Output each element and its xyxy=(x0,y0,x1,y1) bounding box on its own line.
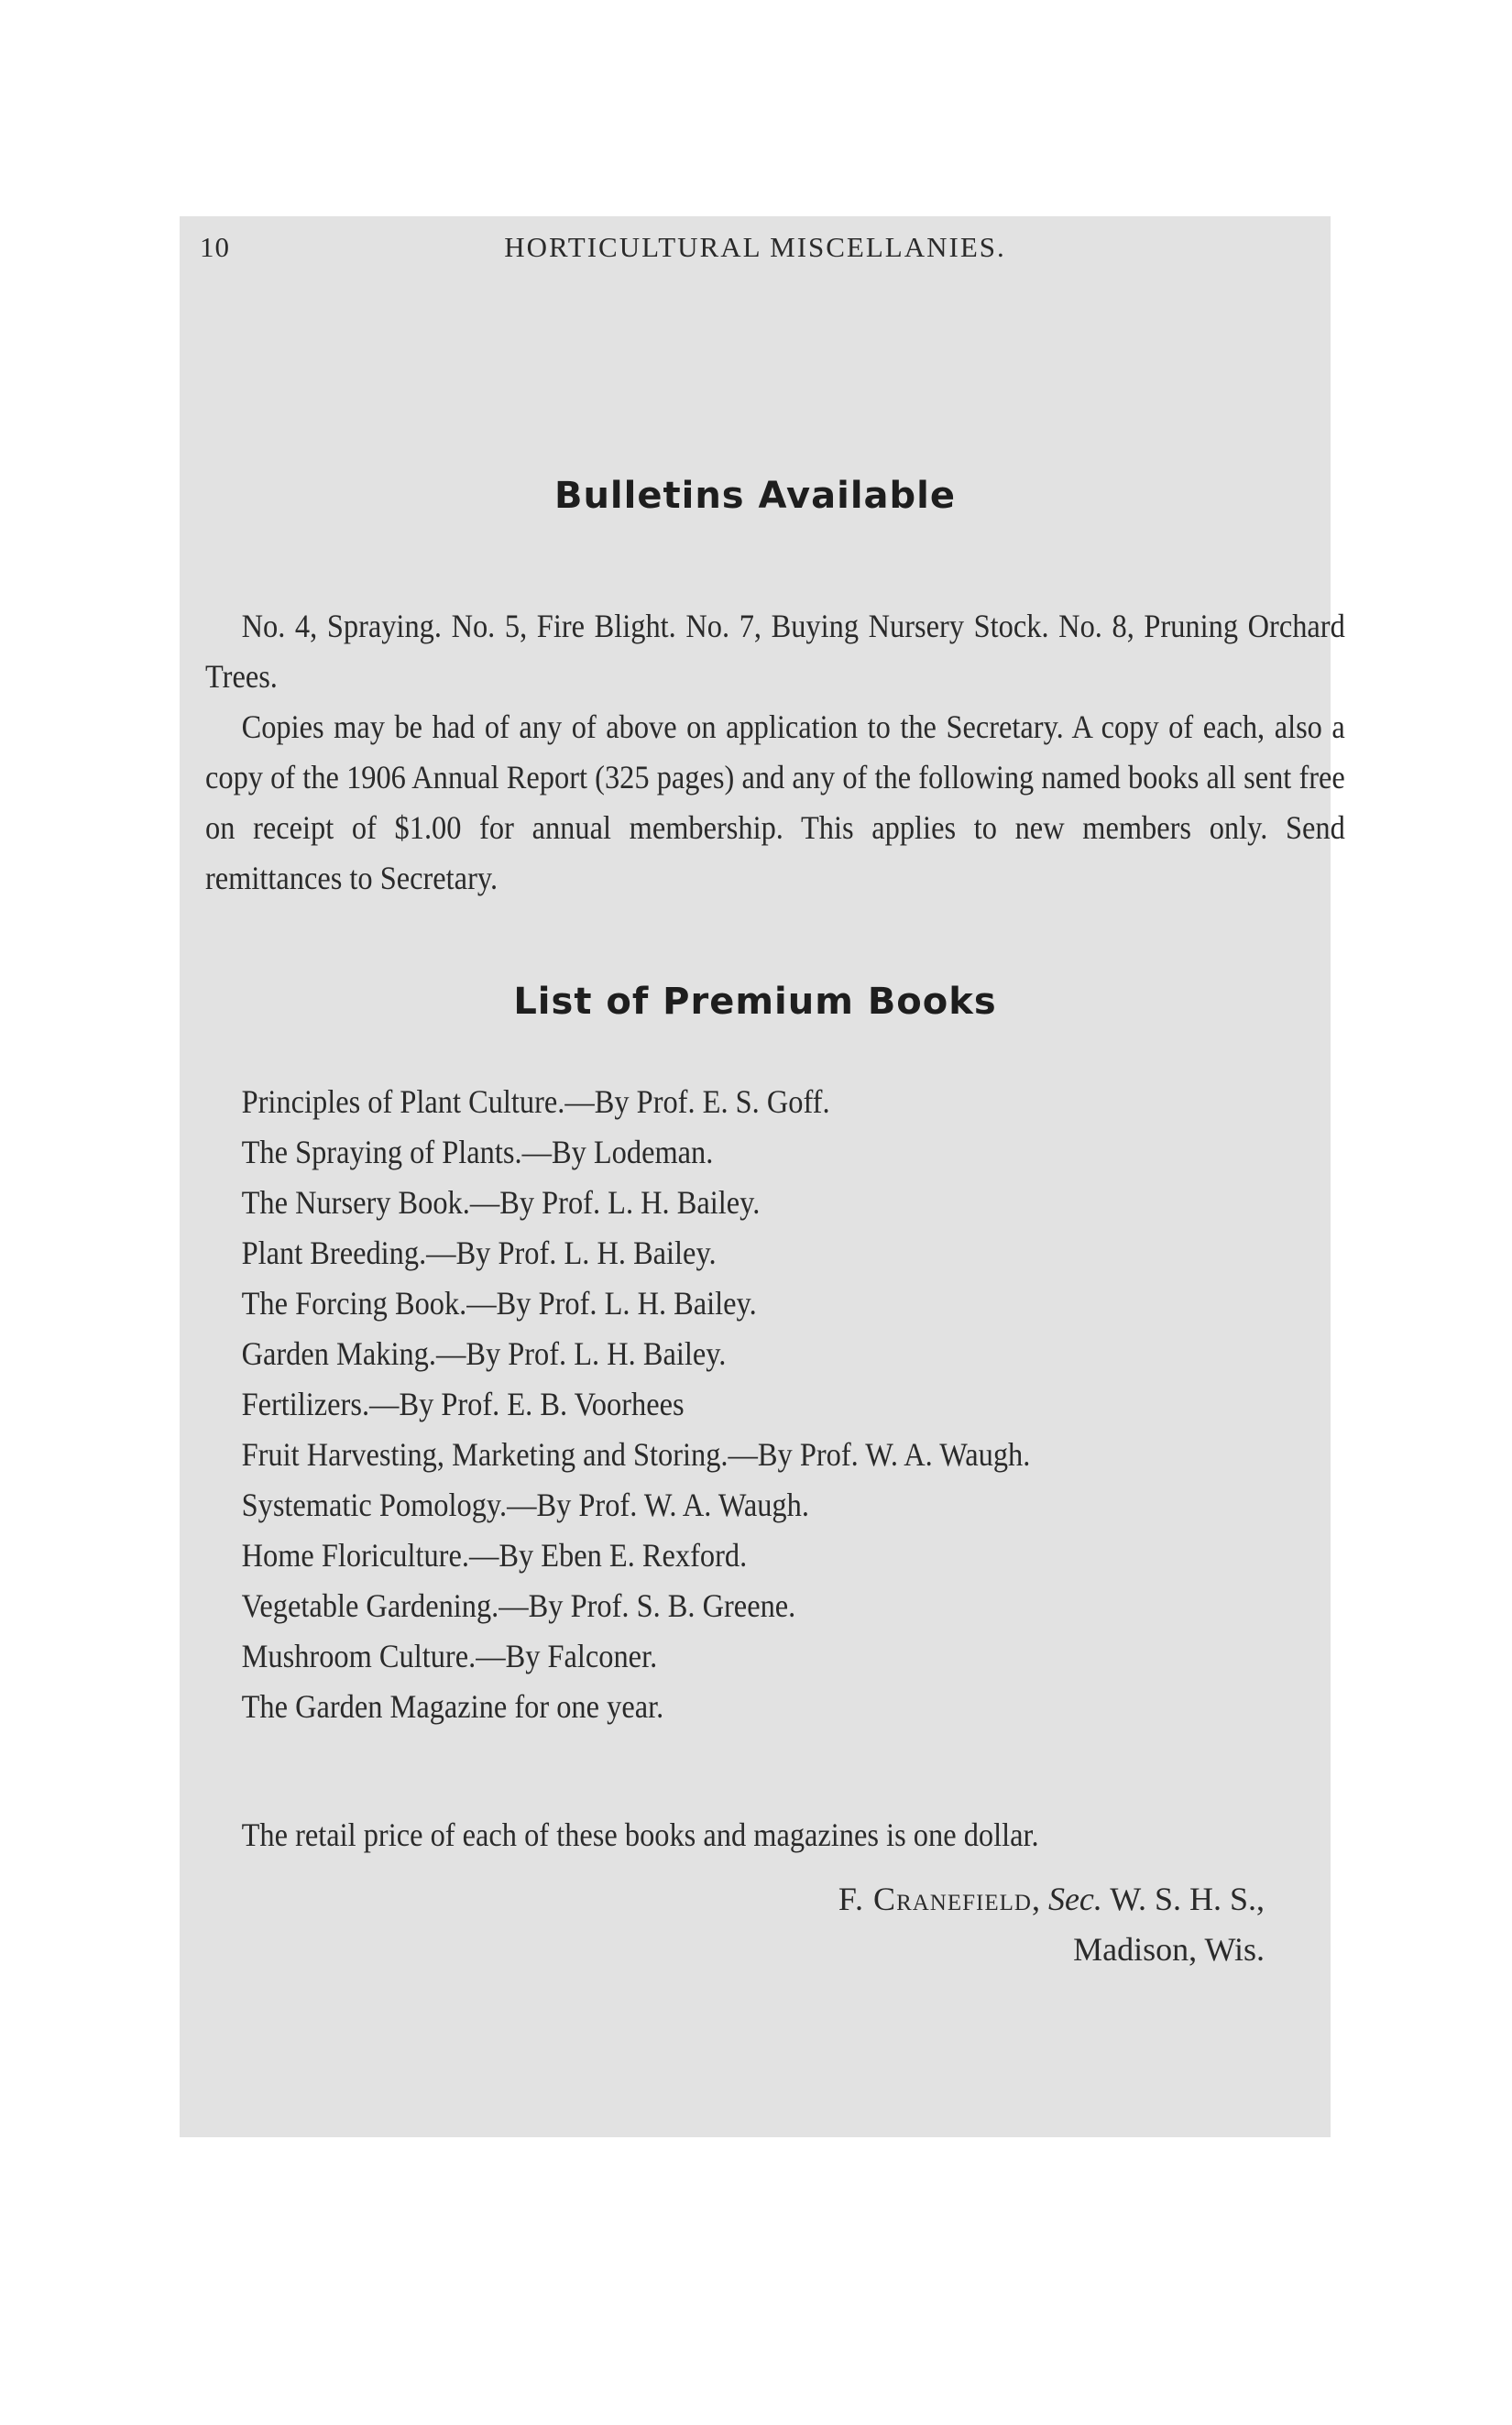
retail-price-note: The retail price of each of these books and magazines is one dollar. xyxy=(241,1816,1039,1853)
signatory-title: Sec. xyxy=(1047,1881,1102,1917)
book-item: The Spraying of Plants.—By Lodeman. xyxy=(241,1134,714,1170)
book-item: Home Floriculture.—By Eben E. Rexford. xyxy=(241,1537,748,1574)
book-item: Mushroom Culture.—By Falconer. xyxy=(241,1638,658,1674)
book-item: The Garden Magazine for one year. xyxy=(241,1688,664,1725)
book-page xyxy=(180,216,1345,2137)
book-item: Garden Making.—By Prof. L. H. Bailey. xyxy=(241,1335,727,1372)
bulletins-heading: Bulletins Available xyxy=(553,475,957,517)
book-item: Vegetable Gardening.—By Prof. S. B. Greene. xyxy=(241,1587,796,1624)
premium-book-list xyxy=(205,1077,1345,1732)
book-item: The Nursery Book.—By Prof. L. H. Bailey. xyxy=(241,1184,761,1221)
premium-books-heading: List of Premium Books xyxy=(513,981,997,1023)
book-item: Fertilizers.—By Prof. E. B. Voorhees xyxy=(241,1386,685,1422)
book-item: Fruit Harvesting, Marketing and Storing.—By Prof. W. A. Waugh. xyxy=(241,1436,1031,1473)
running-title: HORTICULTURAL MISCELLANIES. xyxy=(504,231,1006,263)
signatory-address: Madison, Wis. xyxy=(1073,1931,1265,1968)
signatory-name: F. Cranefield xyxy=(838,1881,1032,1917)
signature-line: F. Cranefield, Sec. W. S. H. S., xyxy=(838,1881,1265,1917)
page-number: 10 xyxy=(200,231,230,263)
book-item: Plant Breeding.—By Prof. L. H. Bailey. xyxy=(241,1234,717,1271)
signatory-organization: W. S. H. S., xyxy=(1110,1881,1265,1917)
book-item: The Forcing Book.—By Prof. L. H. Bailey. xyxy=(241,1285,757,1322)
book-item: Principles of Plant Culture.—By Prof. E. S. Goff. xyxy=(241,1083,830,1120)
bulletins-paragraph: No. 4, Spraying. No. 5, Fire Blight. No. 7, Buying Nursery Stock. No. 8, Pruning Orchard Trees. xyxy=(205,608,1345,695)
running-head xyxy=(200,231,1310,277)
copies-paragraph: Copies may be had of any of above on application to the Secretary. A copy of each, also a copy of the 1906 Annual Report (325 pages) and any of the following named books all sent free on receipt of $1.00 for annual membership. This applies to new members only. Send remittances to Secretary. xyxy=(205,708,1345,896)
book-item: Systematic Pomology.—By Prof. W. A. Waugh. xyxy=(241,1487,809,1523)
